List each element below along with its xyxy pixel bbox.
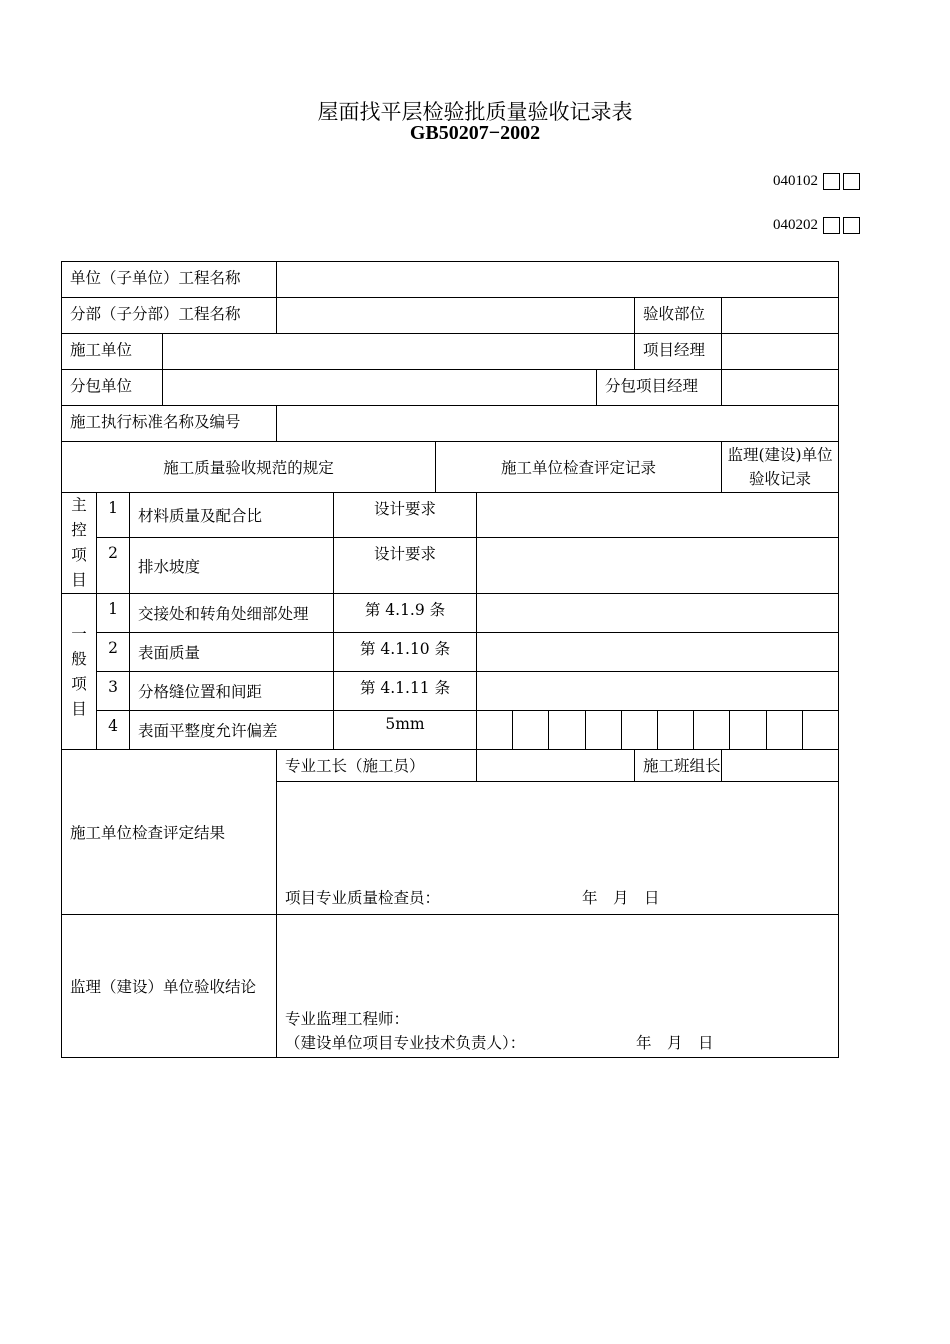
- item-number: 1: [97, 594, 130, 633]
- inspector-label: 项目专业质量检查员：: [285, 889, 441, 907]
- engineer-label: 专业监理工程师：: [285, 1010, 410, 1028]
- measurement-cell[interactable]: [766, 711, 802, 749]
- acceptance-part-field[interactable]: [722, 298, 839, 334]
- division-label: 分部（子分部）工程名称: [62, 298, 277, 334]
- code-checkbox[interactable]: [823, 173, 840, 190]
- code-row-2: [773, 217, 860, 234]
- code-text: 040202: [773, 217, 818, 233]
- item-name: 表面质量: [130, 633, 334, 672]
- record-column-header: 施工单位检查评定记录: [436, 442, 722, 493]
- general-items-group-label: 一 般 项 目: [62, 594, 97, 750]
- measurement-cell[interactable]: [548, 711, 584, 749]
- code-checkbox[interactable]: [843, 217, 860, 234]
- item-spec: 设计要求: [334, 493, 477, 538]
- item-spec: 设计要求: [334, 538, 477, 594]
- form-title: 屋面找平层检验批质量验收记录表: [317, 100, 633, 124]
- result-signature-area[interactable]: [277, 782, 839, 915]
- item-name: 材料质量及配合比: [130, 493, 334, 538]
- team-leader-label: 施工班组长: [635, 750, 722, 782]
- code-row-1: [773, 173, 860, 190]
- construction-unit-field[interactable]: [163, 334, 635, 370]
- item-number: 1: [97, 493, 130, 538]
- subcontract-unit-label: 分包单位: [62, 370, 163, 406]
- result-date-label: 年 月 日: [582, 889, 660, 907]
- subcontract-manager-label: 分包项目经理: [597, 370, 722, 406]
- measurement-grid: [477, 711, 839, 750]
- acceptance-part-label: 验收部位: [635, 298, 722, 334]
- construction-unit-label: 施工单位: [62, 334, 163, 370]
- item-name: 交接处和转角处细部处理: [130, 594, 334, 633]
- item-record-field[interactable]: [477, 493, 839, 538]
- inspector-line: [285, 886, 830, 908]
- item-number: 3: [97, 672, 130, 711]
- item-record-field[interactable]: [477, 538, 839, 594]
- spec-column-header: 施工质量验收规范的规定: [62, 442, 436, 493]
- item-spec: 5mm: [334, 711, 477, 750]
- owner-line: [285, 1031, 830, 1055]
- measurement-cell[interactable]: [512, 711, 548, 749]
- code-checkbox[interactable]: [843, 173, 860, 190]
- supervision-column-header: 监理(建设)单位验收记录: [722, 442, 839, 493]
- item-record-field[interactable]: [477, 633, 839, 672]
- code-text: 040102: [773, 173, 818, 189]
- subcontract-unit-field[interactable]: [163, 370, 597, 406]
- project-manager-field[interactable]: [722, 334, 839, 370]
- item-name: 分格缝位置和间距: [130, 672, 334, 711]
- measurement-cell[interactable]: [477, 711, 512, 749]
- measurement-cell[interactable]: [802, 711, 838, 749]
- conclusion-signature-area[interactable]: [277, 915, 839, 1058]
- project-manager-label: 项目经理: [635, 334, 722, 370]
- team-leader-field[interactable]: [722, 750, 839, 782]
- measurement-cell[interactable]: [585, 711, 621, 749]
- item-spec: 第 4.1.9 条: [334, 594, 477, 633]
- measurement-cell[interactable]: [657, 711, 693, 749]
- standard-field[interactable]: [277, 406, 839, 442]
- main-items-group-label: 主 控 项 目: [62, 493, 97, 594]
- item-record-field[interactable]: [477, 672, 839, 711]
- code-checkbox[interactable]: [823, 217, 840, 234]
- foreman-label: 专业工长（施工员）: [277, 750, 477, 782]
- item-name: 排水坡度: [130, 538, 334, 594]
- conclusion-label: 监理（建设）单位验收结论: [62, 915, 277, 1058]
- division-field[interactable]: [277, 298, 635, 334]
- item-number: 2: [97, 538, 130, 594]
- item-number: 4: [97, 711, 130, 750]
- item-name: 表面平整度允许偏差: [130, 711, 334, 750]
- foreman-field[interactable]: [477, 750, 635, 782]
- standard-code: GB50207−2002: [409, 122, 541, 144]
- item-spec: 第 4.1.10 条: [334, 633, 477, 672]
- unit-project-label: 单位（子单位）工程名称: [62, 262, 277, 298]
- item-spec: 第 4.1.11 条: [334, 672, 477, 711]
- measurement-cell[interactable]: [729, 711, 765, 749]
- measurement-cell[interactable]: [621, 711, 657, 749]
- conclusion-date-label: 年 月 日: [636, 1034, 714, 1052]
- owner-label: （建设单位项目专业技术负责人）：: [285, 1034, 526, 1052]
- unit-project-field[interactable]: [277, 262, 839, 298]
- item-number: 2: [97, 633, 130, 672]
- standard-label: 施工执行标准名称及编号: [62, 406, 277, 442]
- inspection-form-table: [61, 261, 839, 1058]
- subcontract-manager-field[interactable]: [722, 370, 839, 406]
- result-label: 施工单位检查评定结果: [62, 750, 277, 915]
- item-record-field[interactable]: [477, 594, 839, 633]
- measurement-cell[interactable]: [693, 711, 729, 749]
